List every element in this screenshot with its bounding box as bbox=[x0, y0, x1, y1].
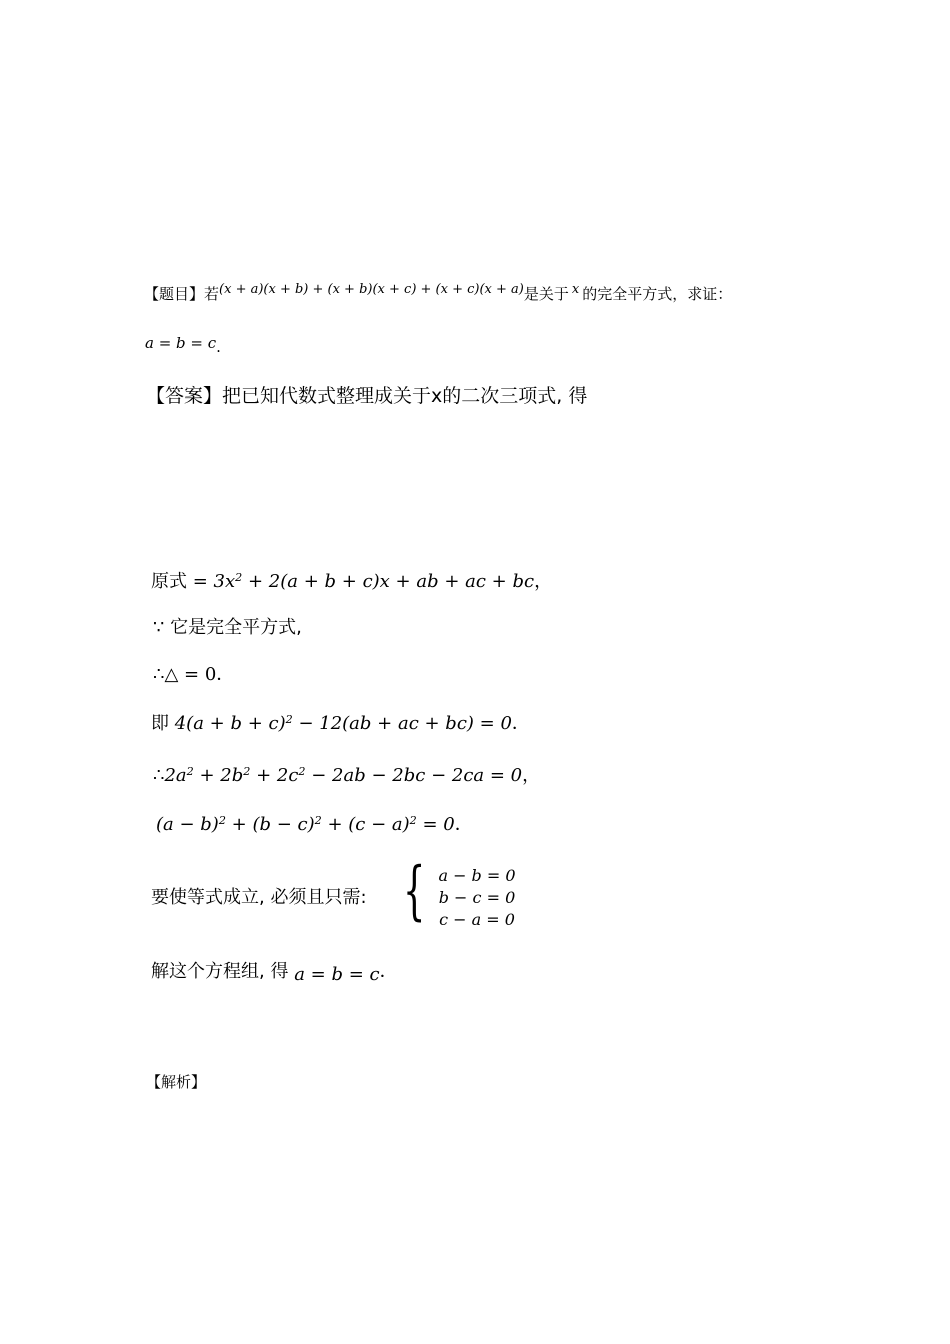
answer-tag: 【答案】 bbox=[146, 385, 223, 407]
step-1-suffix: ， bbox=[534, 571, 553, 592]
problem-tag: 【题目】 bbox=[144, 285, 205, 303]
answer-intro: 把已知代数式整理成关于x的二次三项式, 得 bbox=[222, 385, 588, 407]
step-5 bbox=[153, 761, 540, 787]
condition-text: 要使等式成立, 必须且只需: bbox=[151, 887, 367, 908]
step-1-math: = $3x^2 + 2(a + b + c)x$ + ab + ac + bc bbox=[192, 570, 535, 592]
problem-mid1: 是关于 bbox=[523, 285, 569, 303]
step-2 bbox=[153, 613, 302, 639]
problem-claim-end: . bbox=[216, 338, 221, 356]
step-5-prefix: ∴ bbox=[153, 765, 165, 786]
problem-claim: a = b = c bbox=[145, 334, 217, 352]
step-4 bbox=[151, 709, 530, 735]
step-4-math: $4(a + b + c)^2 - 12(ab$ + ac + bc) = 0 bbox=[174, 712, 512, 734]
equation-2: b − c = 0 bbox=[438, 888, 516, 907]
step-5-suffix: ， bbox=[522, 765, 541, 786]
problem-lead: 若 bbox=[204, 285, 220, 303]
step-4-suffix: ． bbox=[511, 713, 530, 734]
equation-1: a − b = 0 bbox=[438, 866, 516, 885]
step-1 bbox=[151, 567, 552, 593]
step-3 bbox=[153, 660, 234, 686]
analysis-tag: 【解析】 bbox=[146, 1073, 207, 1091]
conclusion-line bbox=[151, 957, 398, 983]
step-3-suffix: ． bbox=[216, 664, 235, 685]
problem-line bbox=[144, 283, 732, 304]
problem-var-x: x bbox=[571, 282, 580, 297]
step-6-math: $(a - b)^2 + (b - c)^2 + (c - a)^2 = 0$ bbox=[156, 813, 455, 835]
step-2-text: ∵ 它是完全平方式, bbox=[153, 617, 302, 638]
equation-3: c − a = 0 bbox=[439, 910, 515, 929]
problem-claim-line bbox=[145, 334, 221, 356]
system-brace: { bbox=[403, 854, 426, 928]
step-4-prefix: 即 bbox=[151, 713, 169, 734]
step-6-suffix: ． bbox=[454, 814, 473, 835]
step-6 bbox=[156, 810, 473, 836]
equation-system bbox=[432, 865, 522, 931]
conclusion-suffix: ． bbox=[379, 961, 398, 982]
step-1-prefix: 原式 bbox=[151, 571, 187, 592]
step-5-math: $2a^2 + 2b^2 + 2c^2 - 2ab - 2bc - 2ca = 0$ bbox=[164, 764, 523, 786]
conclusion-text: 解这个方程组, 得 bbox=[151, 961, 289, 982]
step-3-math: △ = 0 bbox=[164, 664, 217, 685]
problem-expression: (x + a)(x + b) + (x + b)(x + c) + (x + c)(x + a) bbox=[219, 282, 524, 297]
answer-line bbox=[146, 381, 587, 408]
problem-mid2: 的完全平方式，求证： bbox=[582, 285, 733, 303]
step-3-prefix: ∴ bbox=[153, 664, 165, 685]
conclusion-math: a = b = c bbox=[294, 964, 380, 985]
